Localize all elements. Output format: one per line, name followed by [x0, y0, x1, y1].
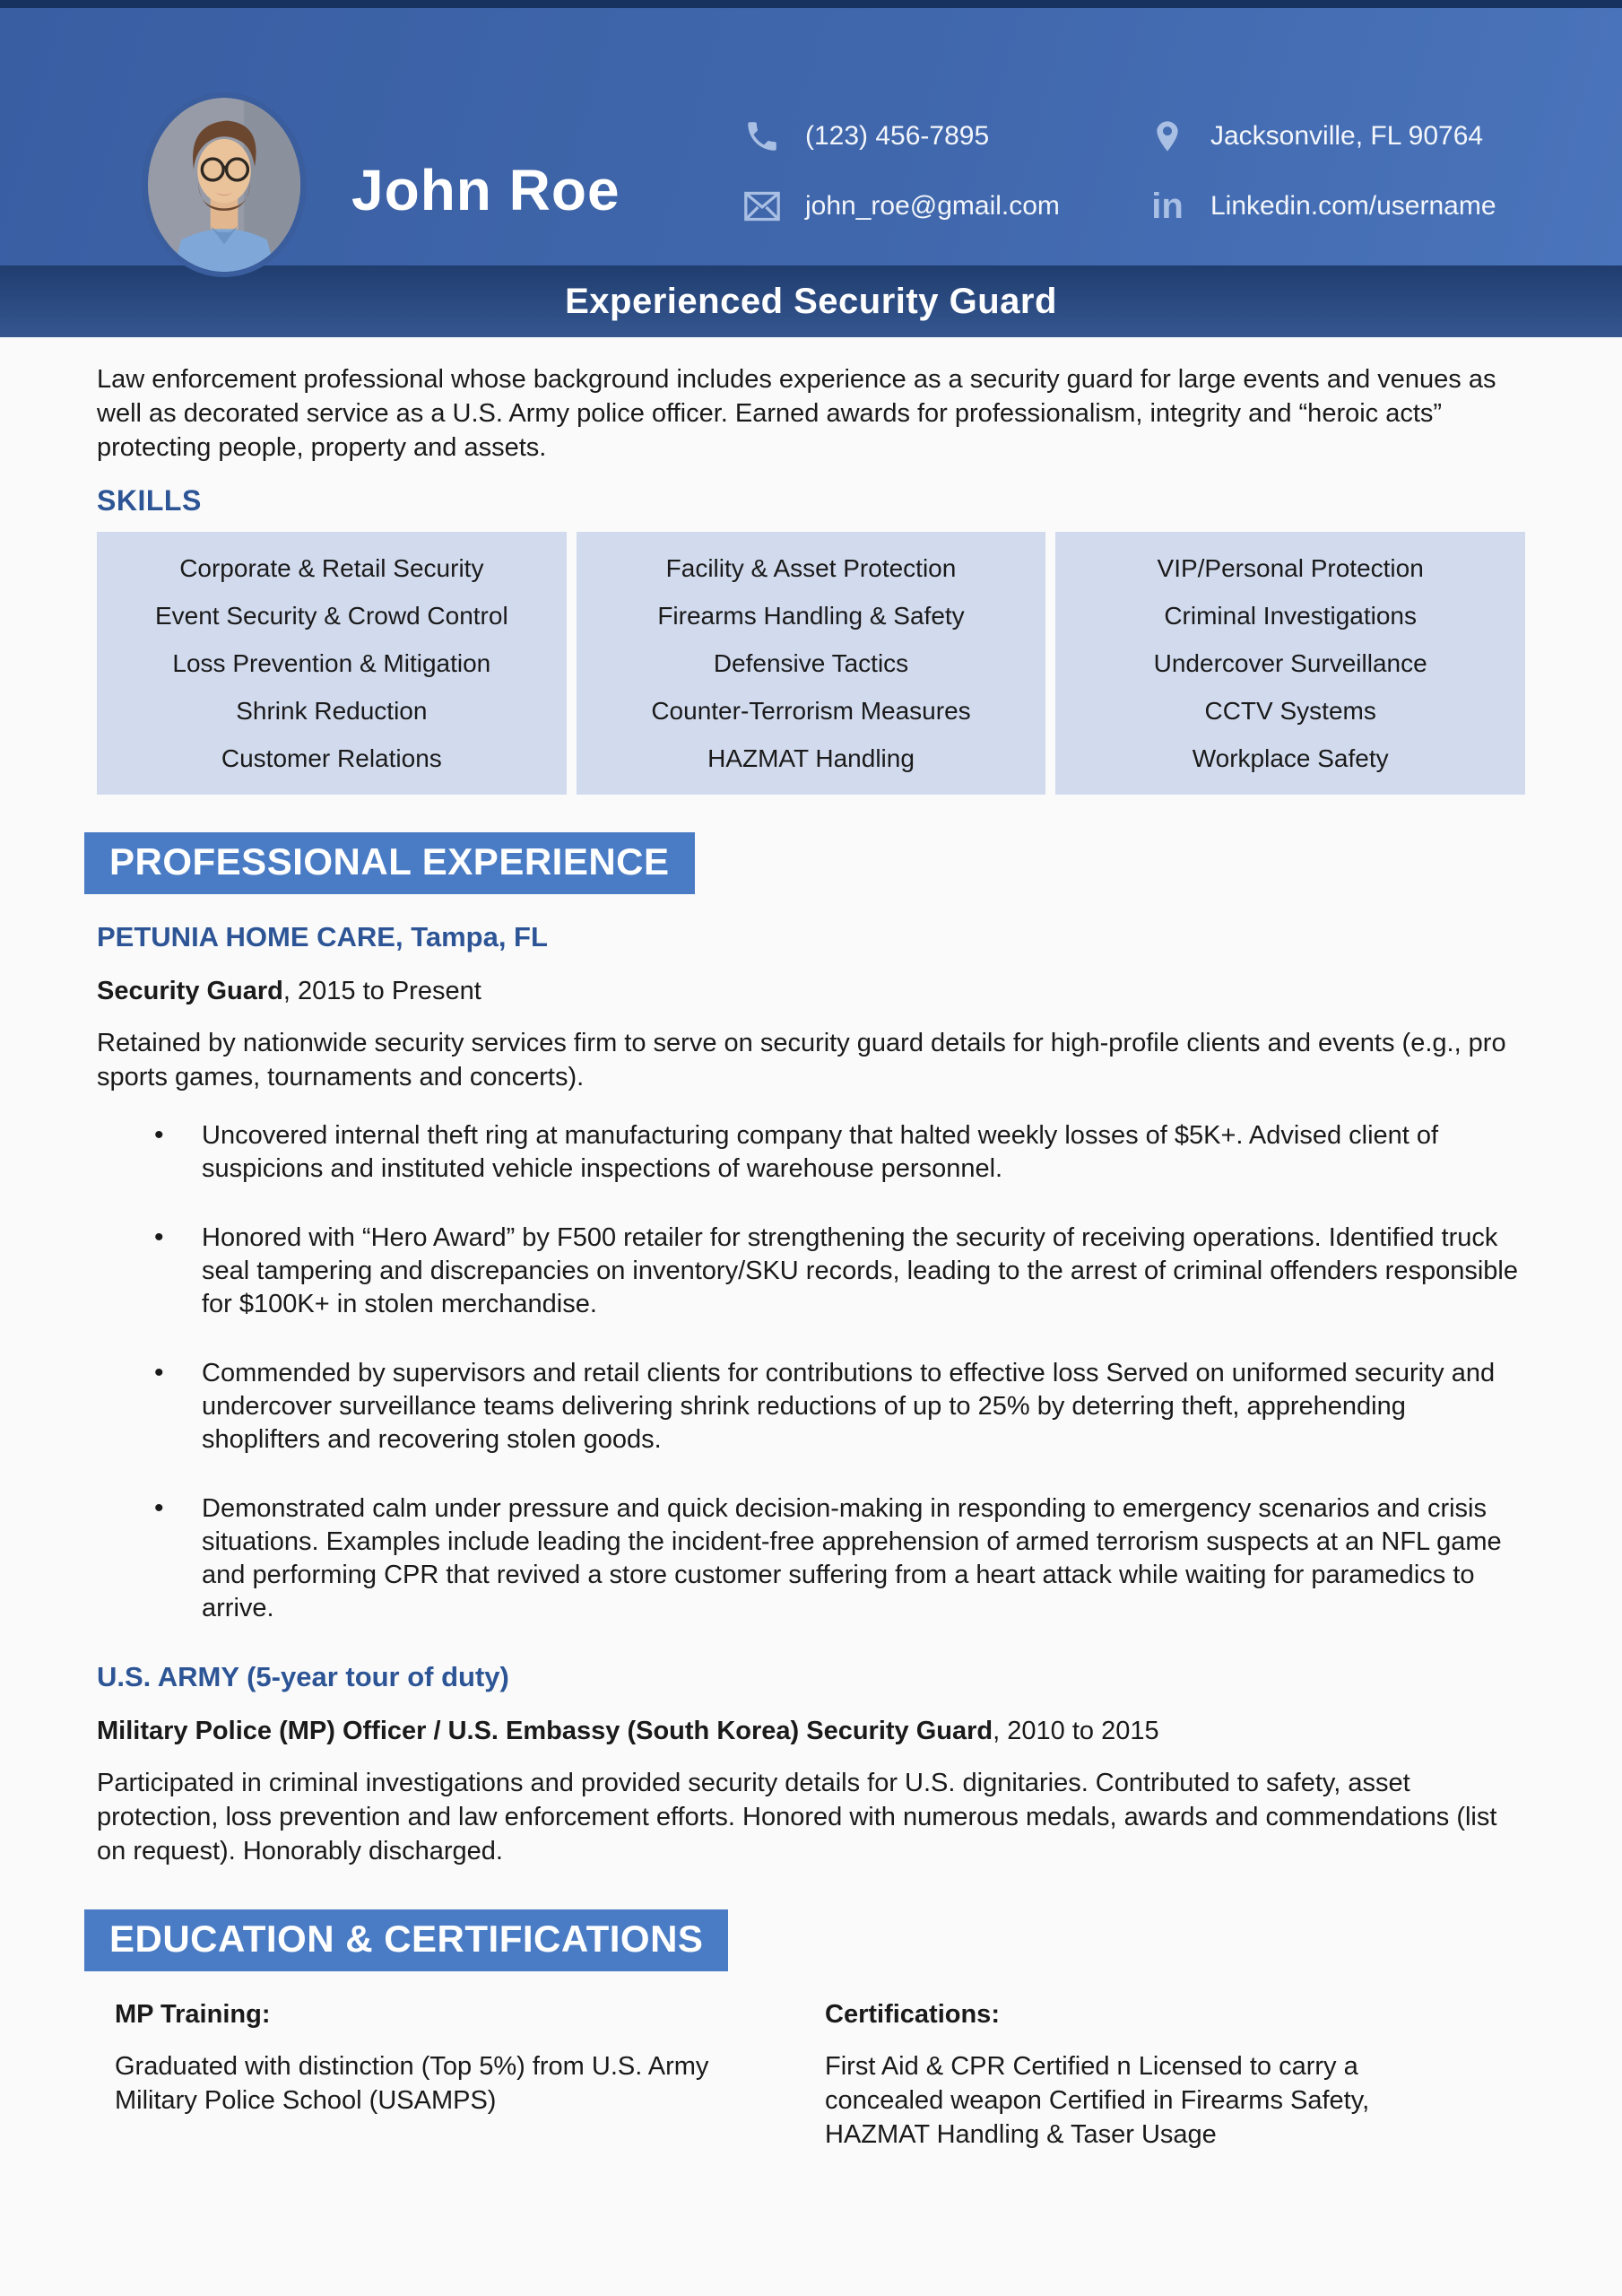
contact-info: [741, 112, 1496, 230]
phone-icon: [741, 117, 784, 155]
job-dates: , 2010 to 2015: [993, 1717, 1159, 1745]
education-label: MP Training:: [115, 2000, 271, 2029]
skills-column-1: [97, 532, 567, 795]
contact-email: [741, 182, 1146, 230]
contact-linkedin: [1146, 182, 1496, 230]
certifications-label: Certifications:: [825, 2000, 1000, 2029]
job-company: U.S. ARMY (5-year tour of duty): [97, 1661, 509, 1692]
job-title: Security Guard: [97, 977, 283, 1005]
email-text: john_roe@gmail.com: [805, 191, 1060, 221]
linkedin-text: Linkedin.com/username: [1210, 191, 1496, 221]
education-right-column: [825, 2000, 1525, 2152]
phone-text: (123) 456-7895: [805, 121, 990, 151]
location-pin-icon: [1146, 116, 1189, 157]
skill-item: Loss Prevention & Mitigation: [172, 648, 491, 677]
skills-column-2: [577, 532, 1046, 795]
experience-section-header: PROFESSIONAL EXPERIENCE: [84, 832, 695, 894]
skill-item: VIP/Personal Protection: [1157, 553, 1424, 582]
document-title: Experienced Security Guard: [565, 281, 1057, 321]
skill-item: Customer Relations: [221, 744, 442, 772]
education-left-column: [97, 2000, 825, 2152]
header: [0, 8, 1622, 265]
skill-item: Criminal Investigations: [1164, 601, 1417, 630]
summary-paragraph: Law enforcement professional whose background includes experience as a security guard for large events and venues as well as decorated service as a U.S. Army police officer. Earned awards for professionalism, integrity and “heroic acts” protecting people, property and assets.: [97, 365, 1496, 462]
skill-item: Counter-Terrorism Measures: [651, 696, 971, 725]
contact-location: [1146, 112, 1496, 161]
candidate-name: John Roe: [351, 158, 620, 222]
location-text: Jacksonville, FL 90764: [1210, 121, 1484, 151]
title-bar: [0, 265, 1622, 337]
job-bullet-list: [97, 1119, 1525, 1625]
skill-item: Facility & Asset Protection: [665, 553, 957, 582]
job-role-line: [97, 1717, 1525, 1746]
skill-item: Undercover Surveillance: [1153, 648, 1427, 677]
skill-item: Event Security & Crowd Control: [154, 601, 508, 630]
job-bullet: • Honored with “Hero Award” by F500 retailer for strengthening the security of receiving operations. Identified truck seal tampering and discrepancies on inventory/SKU records, leading to the arrest of criminal offenders responsible for $100K+ in stolen merchandise.: [97, 1222, 1525, 1321]
job-role-line: [97, 977, 1525, 1006]
avatar: [142, 92, 307, 277]
skill-item: Defensive Tactics: [713, 648, 909, 677]
job-bullet: • Demonstrated calm under pressure and quick decision-making in responding to emergency scenarios and crisis situations. Examples include leading the incident-free apprehension of armed terrorism suspects at an NFL game and performing CPR that revived a store customer suffering from a heart attack while waiting for paramedics to arrive.: [97, 1492, 1525, 1625]
skill-item: CCTV Systems: [1204, 696, 1376, 725]
skills-heading: SKILLS: [97, 484, 202, 517]
skill-item: Shrink Reduction: [236, 696, 428, 725]
portrait-photo: [147, 98, 301, 272]
job-description: Participated in criminal investigations and provided security details for U.S. dignitaries. Contributed to safety, asset protection, loss prevention and law enforcement efforts. Honored with numerous medals, awards and commendations (list on request). Honorably discharged.: [97, 1769, 1497, 1866]
skill-item: Workplace Safety: [1192, 744, 1389, 772]
education-section-header: EDUCATION & CERTIFICATIONS: [84, 1909, 728, 1971]
job-company: PETUNIA HOME CARE, Tampa, FL: [97, 921, 548, 952]
education-text: Graduated with distinction (Top 5%) from U.S. Army Military Police School (USAMPS): [115, 2052, 709, 2115]
certifications-text: First Aid & CPR Certified n Licensed to carry a concealed weapon Certified in Firearms Safety, HAZMAT Handling & Taser Usage: [825, 2052, 1370, 2149]
top-navy-strip: [0, 0, 1622, 8]
skills-column-3: [1055, 532, 1525, 795]
job-description: Retained by nationwide security services firm to serve on security guard details for high-profile clients and events (e.g., pro sports games, tournaments and concerts).: [97, 1029, 1506, 1091]
job-bullet: • Uncovered internal theft ring at manufacturing company that halted weekly losses of $5K+. Advised client of suspicions and instituted vehicle inspections of warehouse personnel.: [97, 1119, 1525, 1186]
job-bullet: • Commended by supervisors and retail clients for contributions to effective loss Served on uniformed security and undercover surveillance teams delivering shrink reductions of up to 25% by deterring theft, apprehending shoplifters and recovering stolen goods.: [97, 1357, 1525, 1457]
header-wrap: [0, 8, 1622, 337]
job-dates: , 2015 to Present: [282, 977, 481, 1005]
skill-item: Corporate & Retail Security: [179, 553, 484, 582]
resume-body: [0, 337, 1622, 2152]
contact-phone: [741, 112, 1146, 161]
job-title: Military Police (MP) Officer / U.S. Embassy (South Korea) Security Guard: [97, 1717, 993, 1745]
education-grid: [97, 2000, 1525, 2152]
linkedin-icon: in: [1151, 187, 1184, 226]
skill-item: Firearms Handling & Safety: [657, 601, 965, 630]
skill-item: HAZMAT Handling: [707, 744, 915, 772]
envelope-icon: [741, 188, 784, 224]
skills-table: [97, 532, 1525, 795]
